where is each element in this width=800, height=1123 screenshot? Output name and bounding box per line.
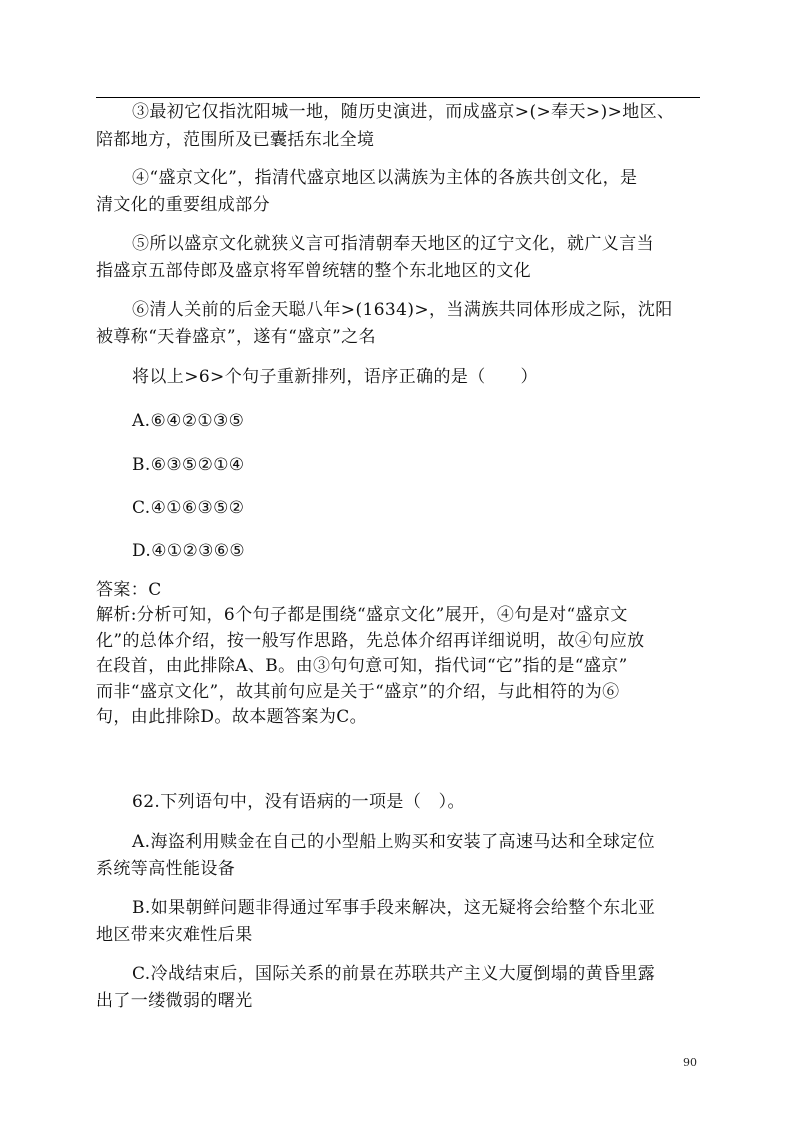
q62-option-a-line-2: 系统等高性能设备 xyxy=(96,859,236,879)
option-d: D.④①②③⑥⑤ xyxy=(132,541,246,561)
sentence-4-line-2: 清文化的重要组成部分 xyxy=(96,195,270,215)
question-prompt: 将以上>6>个句子重新排列，语序正确的是（ ） xyxy=(132,367,538,387)
question-62-stem: 62.下列语句中，没有语病的一项是（ ）。 xyxy=(132,792,465,812)
q62-option-c-line-1: C.冷战结束后，国际关系的前景在苏联共产主义大厦倒塌的黄昏里露 xyxy=(132,964,656,984)
option-a: A.⑥④②①③⑤ xyxy=(132,411,245,431)
analysis-line-3: 在段首，由此排除A、B。由③句句意可知，指代词“它”指的是“盛京” xyxy=(96,656,628,676)
option-c: C.④①⑥③⑤② xyxy=(132,498,245,518)
q62-option-a-line-1: A.海盗利用赎金在自己的小型船上购买和安装了高速马达和全球定位 xyxy=(132,832,656,852)
sentence-4-line-1: ④“盛京文化”，指清代盛京地区以满族为主体的各族共创文化，是 xyxy=(132,168,638,188)
sentence-5-line-1: ⑤所以盛京文化就狭义言可指清朝奉天地区的辽宁文化，就广义言当 xyxy=(132,234,654,254)
header-rule xyxy=(96,97,700,98)
analysis-line-2: 化”的总体介绍，按一般写作思路，先总体介绍再详细说明，故④句应放 xyxy=(96,631,645,651)
option-b: B.⑥③⑤②①④ xyxy=(132,455,245,475)
analysis-line-4: 而非“盛京文化”，故其前句应是关于“盛京”的介绍，与此相符的为⑥ xyxy=(96,682,620,702)
sentence-6-line-2: 被尊称“天眷盛京”，遂有“盛京”之名 xyxy=(96,327,376,347)
sentence-3-line-1: ③最初它仅指沈阳城一地，随历史演进，而成盛京>(>奉天>)>地区、 xyxy=(132,102,675,122)
sentence-6-line-1: ⑥清人关前的后金天聪八年>(1634)>，当满族共同体形成之际，沈阳 xyxy=(132,300,673,320)
q62-option-b-line-1: B.如果朝鲜问题非得通过军事手段来解决，这无疑将会给整个东北亚 xyxy=(132,898,656,918)
analysis-line-5: 句，由此排除D。故本题答案为C。 xyxy=(96,707,368,727)
q62-option-c-line-2: 出了一缕微弱的曙光 xyxy=(96,991,253,1011)
q62-option-b-line-2: 地区带来灾难性后果 xyxy=(96,925,253,945)
sentence-5-line-2: 指盛京五部侍郎及盛京将军曾统辖的整个东北地区的文化 xyxy=(96,261,531,281)
page-number: 90 xyxy=(683,1056,697,1069)
sentence-3-line-2: 陪都地方，范围所及已囊括东北全境 xyxy=(96,130,375,150)
answer: 答案：C xyxy=(96,580,162,600)
analysis-line-1: 解析:分析可知，6个句子都是围绕“盛京文化”展开，④句是对“盛京文 xyxy=(96,605,628,625)
